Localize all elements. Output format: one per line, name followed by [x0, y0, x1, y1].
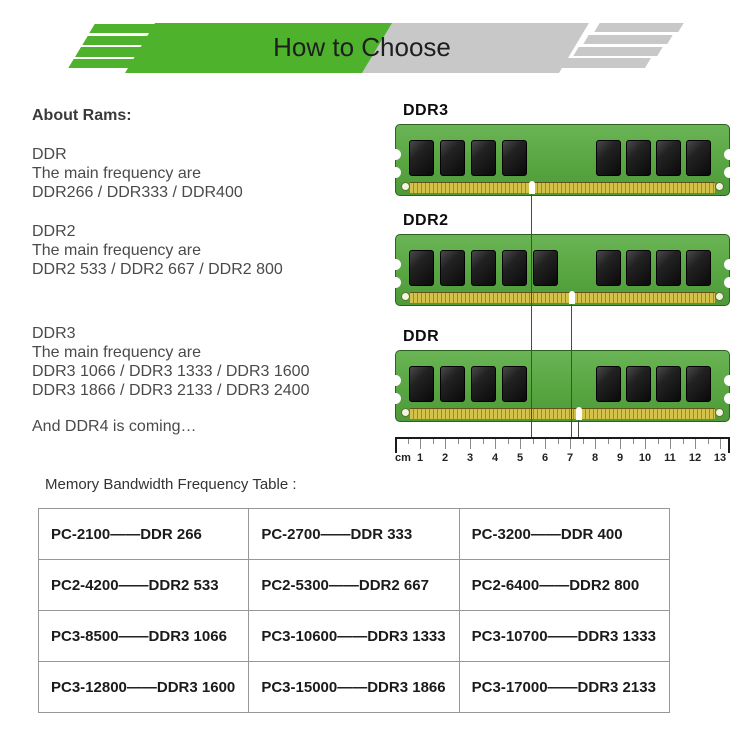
banner-right-stripe — [583, 35, 672, 44]
ruler-major-tick — [645, 439, 646, 449]
edge-notch — [724, 167, 735, 178]
ruler-number: 4 — [491, 452, 499, 464]
ddr-frequencies: DDR266 / DDR333 / DDR400 — [32, 184, 243, 201]
banner-right-stripe — [573, 47, 662, 56]
edge-notch — [724, 149, 735, 160]
ruler-major-tick — [670, 439, 671, 449]
chip-group-left — [409, 250, 558, 286]
how-to-choose-banner — [0, 23, 750, 73]
memory-chip — [596, 250, 621, 286]
cm-ruler — [395, 437, 730, 467]
screw-hole — [715, 408, 724, 417]
ddr3-section — [32, 324, 362, 400]
memory-chip — [626, 250, 651, 286]
edge-notch — [724, 375, 735, 386]
memory-chip — [409, 250, 434, 286]
edge-notch — [390, 149, 401, 160]
banner-right-stripe — [594, 23, 683, 32]
ddr3-stick — [395, 124, 730, 196]
ddr-stick — [395, 350, 730, 422]
ddr-module — [395, 328, 730, 422]
chip-group-right — [596, 140, 711, 176]
ruler-unit-label: cm — [395, 452, 411, 464]
ddr-section — [32, 145, 362, 202]
key-notch — [576, 407, 582, 420]
ruler-number: 11 — [664, 452, 676, 464]
ruler-minor-tick — [583, 439, 584, 444]
chip-group-right — [596, 250, 711, 286]
memory-chip — [502, 250, 527, 286]
ruler-number: 3 — [466, 452, 474, 464]
ruler-endcap — [395, 437, 397, 453]
ruler-number: 5 — [516, 452, 524, 464]
ddr3-notch-line — [531, 194, 532, 437]
ruler-number: 2 — [441, 452, 449, 464]
table-row — [39, 662, 670, 713]
ddr2-frequencies: DDR2 533 / DDR2 667 / DDR2 800 — [32, 261, 283, 278]
ddr-notch-line — [578, 420, 579, 437]
key-notch — [529, 181, 535, 194]
memory-chip — [596, 366, 621, 402]
ddr2-section — [32, 222, 362, 279]
ruler-major-tick — [495, 439, 496, 449]
table-row — [39, 560, 670, 611]
ruler-number: 10 — [638, 452, 652, 464]
memory-chip — [502, 366, 527, 402]
memory-chip — [533, 250, 558, 286]
bandwidth-table — [38, 508, 670, 713]
ruler-number: 9 — [616, 452, 624, 464]
table-cell: PC3-12800——DDR3 1600 — [39, 662, 249, 713]
memory-chip — [502, 140, 527, 176]
ddr4-footnote: And DDR4 is coming… — [32, 418, 197, 435]
about-heading: About Rams: — [32, 107, 132, 124]
ddr-module-label: DDR — [403, 328, 440, 345]
table-heading: Memory Bandwidth Frequency Table : — [45, 476, 297, 493]
ruler-minor-tick — [408, 439, 409, 444]
edge-notch — [390, 259, 401, 270]
ddr3-frequencies: DDR3 1066 / DDR3 1333 / DDR3 1600 — [32, 363, 310, 380]
screw-hole — [401, 408, 410, 417]
ddr3-intro: The main frequency are — [32, 344, 201, 361]
table-cell: PC2-6400——DDR2 800 — [459, 560, 669, 611]
ruler-major-tick — [545, 439, 546, 449]
banner-title: How to Choose — [273, 32, 451, 62]
table-cell: PC3-10700——DDR3 1333 — [459, 611, 669, 662]
ruler-minor-tick — [608, 439, 609, 444]
ruler-major-tick — [620, 439, 621, 449]
memory-chip — [471, 140, 496, 176]
ruler-minor-tick — [508, 439, 509, 444]
ruler-number: 7 — [566, 452, 574, 464]
ruler-minor-tick — [708, 439, 709, 444]
screw-hole — [715, 182, 724, 191]
ruler-major-tick — [595, 439, 596, 449]
table-cell: PC2-5300——DDR2 667 — [249, 560, 459, 611]
table-cell: PC-2100——DDR 266 — [39, 509, 249, 560]
memory-chip — [686, 250, 711, 286]
ruler-minor-tick — [433, 439, 434, 444]
gold-contacts — [410, 408, 715, 419]
table-row — [39, 611, 670, 662]
memory-chip — [596, 140, 621, 176]
memory-chip — [471, 366, 496, 402]
table-row — [39, 509, 670, 560]
ruler-major-tick — [695, 439, 696, 449]
table-cell: PC3-15000——DDR3 1866 — [249, 662, 459, 713]
memory-chip — [409, 366, 434, 402]
chip-group-left — [409, 366, 527, 402]
screw-hole — [401, 182, 410, 191]
gold-contacts — [410, 292, 715, 303]
key-notch — [569, 291, 575, 304]
memory-chip — [471, 250, 496, 286]
ddr-name: DDR — [32, 146, 67, 163]
table-cell: PC3-8500——DDR3 1066 — [39, 611, 249, 662]
about-rams-text — [32, 106, 362, 436]
edge-notch — [390, 277, 401, 288]
edge-notch — [390, 167, 401, 178]
ruler-minor-tick — [683, 439, 684, 444]
edge-notch — [724, 393, 735, 404]
memory-chip — [440, 250, 465, 286]
ruler-minor-tick — [458, 439, 459, 444]
ruler-major-tick — [445, 439, 446, 449]
edge-notch — [390, 375, 401, 386]
ruler-major-tick — [420, 439, 421, 449]
ruler-major-tick — [520, 439, 521, 449]
ruler-minor-tick — [658, 439, 659, 444]
ruler-major-tick — [570, 439, 571, 449]
ddr3-name: DDR3 — [32, 325, 76, 342]
ddr3-frequencies: DDR3 1866 / DDR3 2133 / DDR3 2400 — [32, 382, 310, 399]
ruler-minor-tick — [558, 439, 559, 444]
chip-group-right — [596, 366, 711, 402]
ddr2-notch-line — [571, 304, 572, 437]
memory-chip — [656, 250, 681, 286]
edge-notch — [724, 259, 735, 270]
memory-chip — [440, 140, 465, 176]
memory-chip — [656, 366, 681, 402]
memory-chip — [656, 140, 681, 176]
ruler-number: 1 — [416, 452, 424, 464]
ddr2-module — [395, 212, 730, 306]
chip-group-left — [409, 140, 527, 176]
ruler-minor-tick — [483, 439, 484, 444]
edge-notch — [390, 393, 401, 404]
edge-notch — [724, 277, 735, 288]
ruler-number: 8 — [591, 452, 599, 464]
gold-contacts — [410, 182, 715, 193]
memory-chip — [686, 366, 711, 402]
memory-chip — [409, 140, 434, 176]
ddr-intro: The main frequency are — [32, 165, 201, 182]
ddr3-module-label: DDR3 — [403, 102, 449, 119]
memory-chip — [626, 140, 651, 176]
ruler-minor-tick — [633, 439, 634, 444]
ruler-minor-tick — [533, 439, 534, 444]
memory-chip — [626, 366, 651, 402]
ddr2-stick — [395, 234, 730, 306]
ruler-endcap — [728, 437, 730, 453]
table-cell: PC2-4200——DDR2 533 — [39, 560, 249, 611]
ddr2-intro: The main frequency are — [32, 242, 201, 259]
bandwidth-table-body — [39, 509, 670, 713]
ruler-major-tick — [720, 439, 721, 449]
screw-hole — [715, 292, 724, 301]
banner-right-stripe — [561, 58, 651, 68]
ddr2-name: DDR2 — [32, 223, 76, 240]
screw-hole — [401, 292, 410, 301]
ruler-major-tick — [470, 439, 471, 449]
ddr2-module-label: DDR2 — [403, 212, 449, 229]
ruler-number: 6 — [541, 452, 549, 464]
memory-chip — [686, 140, 711, 176]
memory-chip — [440, 366, 465, 402]
ddr3-module — [395, 102, 730, 196]
table-cell: PC-2700——DDR 333 — [249, 509, 459, 560]
table-cell: PC3-17000——DDR3 2133 — [459, 662, 669, 713]
ruler-number: 13 — [713, 452, 727, 464]
ruler-number: 12 — [688, 452, 702, 464]
table-cell: PC3-10600——DDR3 1333 — [249, 611, 459, 662]
table-cell: PC-3200——DDR 400 — [459, 509, 669, 560]
